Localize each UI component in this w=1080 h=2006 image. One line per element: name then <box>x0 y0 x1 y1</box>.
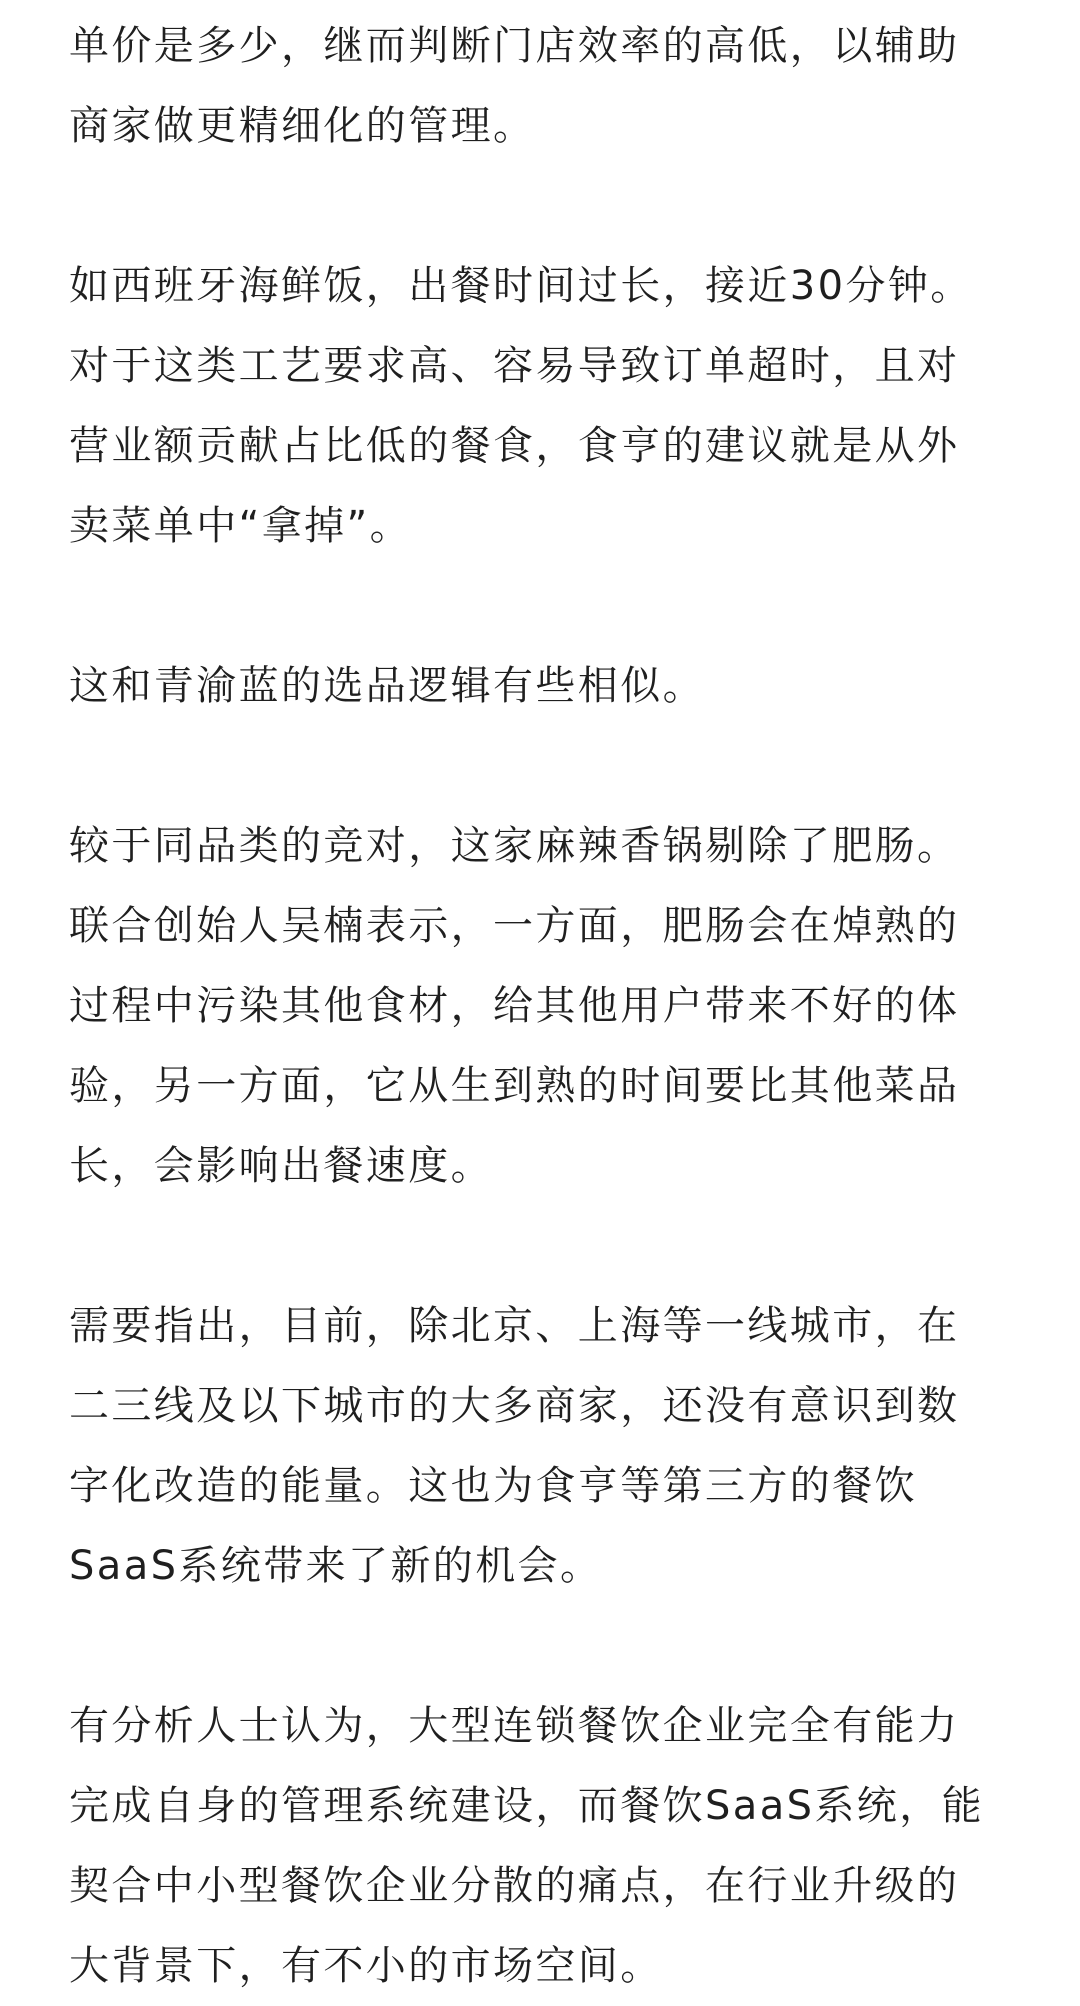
paragraph-gap <box>69 726 1009 806</box>
paragraph-gap <box>69 166 1009 246</box>
paragraph-6: 有分析人士认为，大型连锁餐饮企业完全有能力 完成自身的管理系统建设，而餐饮SaaS系统，能 契合中小型餐饮企业分散的痛点，在行业升级的 大背景下，有不小的市场空间。 <box>69 1703 985 1989</box>
paragraph-2: 如西班牙海鲜饭，出餐时间过长，接近30分钟。 对于这类工艺要求高、容易导致订单超时，且对 营业额贡献占比低的餐食，食亨的建议就是从外 卖菜单中“拿掉”。 <box>69 263 973 549</box>
paragraph-4: 较于同品类的竞对，这家麻辣香锅剔除了肥肠。 联合创始人吴楠表示，一方面，肥肠会在焯熟的 过程中污染其他食材，给其他用户带来不好的体 验，另一方面，它从生到熟的时间要比其他菜品 长，会影响出餐速度。 <box>69 823 960 1189</box>
paragraph-gap <box>69 1606 1009 1686</box>
paragraph-3: 这和青渝蓝的选品逻辑有些相似。 <box>69 663 705 709</box>
article-body <box>69 0 1009 2006</box>
paragraph-5: 需要指出，目前，除北京、上海等一线城市，在 二三线及以下城市的大多商家，还没有意识到数 字化改造的能量。这也为食亨等第三方的餐饮 SaaS系统带来了新的机会。 <box>69 1303 960 1589</box>
paragraph-gap <box>69 566 1009 646</box>
paragraph-1: 单价是多少，继而判断门店效率的高低，以辅助 商家做更精细化的管理。 <box>69 23 960 149</box>
paragraph-gap <box>69 1206 1009 1286</box>
